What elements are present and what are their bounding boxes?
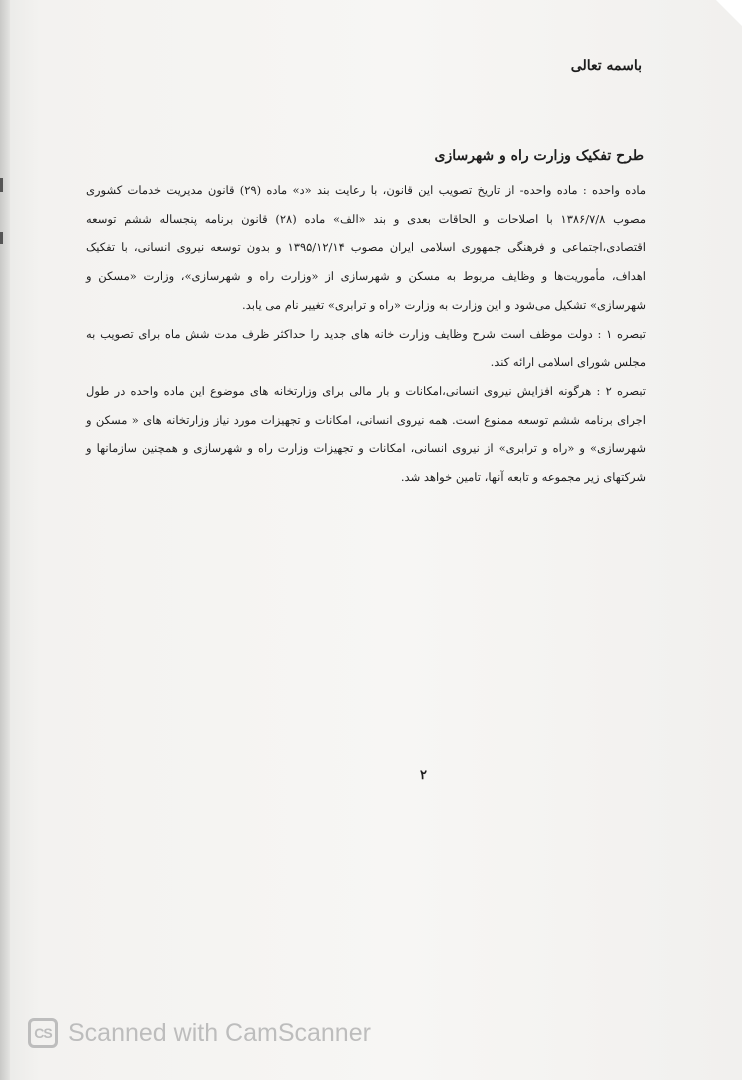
page-left-edge [0,0,10,1080]
camscanner-watermark [28,1018,371,1048]
edge-mark [0,178,3,192]
document-title: طرح تفکیک وزارت راه و شهرسازی [434,148,644,164]
single-article-paragraph: ماده واحده : ماده واحده- از تاریخ تصویب این قانون، با رعایت بند «د» ماده (۲۹) قانون مدیریت خدمات کشوری مصوب ۱۳۸۶/۷/۸ با اصلاحات و الحاقات بعدی و بند «الف» ماده (۲۸) قانون برنامه پنجساله ششم توسعه اقتصادی،اجتماعی و فرهنگی جمهوری اسلامی ایران مصوب ۱۳۹۵/۱۲/۱۴ و بدون توسعه نیروی انسانی، با تفکیک اهداف، مأموریت‌ها و وظایف مربوط به مسکن و شهرسازی از «وزارت راه و شهرسازی»، وزارت «مسکن و شهرسازی» تشکیل می‌شود و این وزارت به وزارت «راه و ترابری» تغییر نام می یابد. [86,183,646,312]
page-number: ۲ [420,768,427,783]
edge-mark [0,232,3,244]
note-2-paragraph: تبصره ۲ : هرگونه افزایش نیروی انسانی،امکانات و بار مالی برای وزارتخانه های موضوع این ماده واحده در طول اجرای برنامه ششم توسعه ممنوع است. همه نیروی انسانی، امکانات و تجهیزات مورد نیاز وزارتخانه های « مسکن و شهرسازی» و «راه و ترابری» از نیروی انسانی، امکانات و تجهیزات وزارت راه و شهرسازی و همچنین سازمانها و شرکتهای زیر مجموعه و تابعه آنها، تامین خواهد شد. [86,383,647,485]
watermark-text: Scanned with CamScanner [68,1018,371,1047]
document-body [86,176,646,492]
note-1-paragraph: تبصره ۱ : دولت موظف است شرح وظایف وزارت خانه های جدید را حداکثر ظرف مدت شش ماه برای تصویب به مجلس شورای اسلامی ارائه کند. [86,326,647,370]
page-corner-fold [716,0,742,26]
bismillah-heading: باسمه تعالی [570,58,642,74]
camscanner-logo-icon: CS [28,1018,58,1048]
